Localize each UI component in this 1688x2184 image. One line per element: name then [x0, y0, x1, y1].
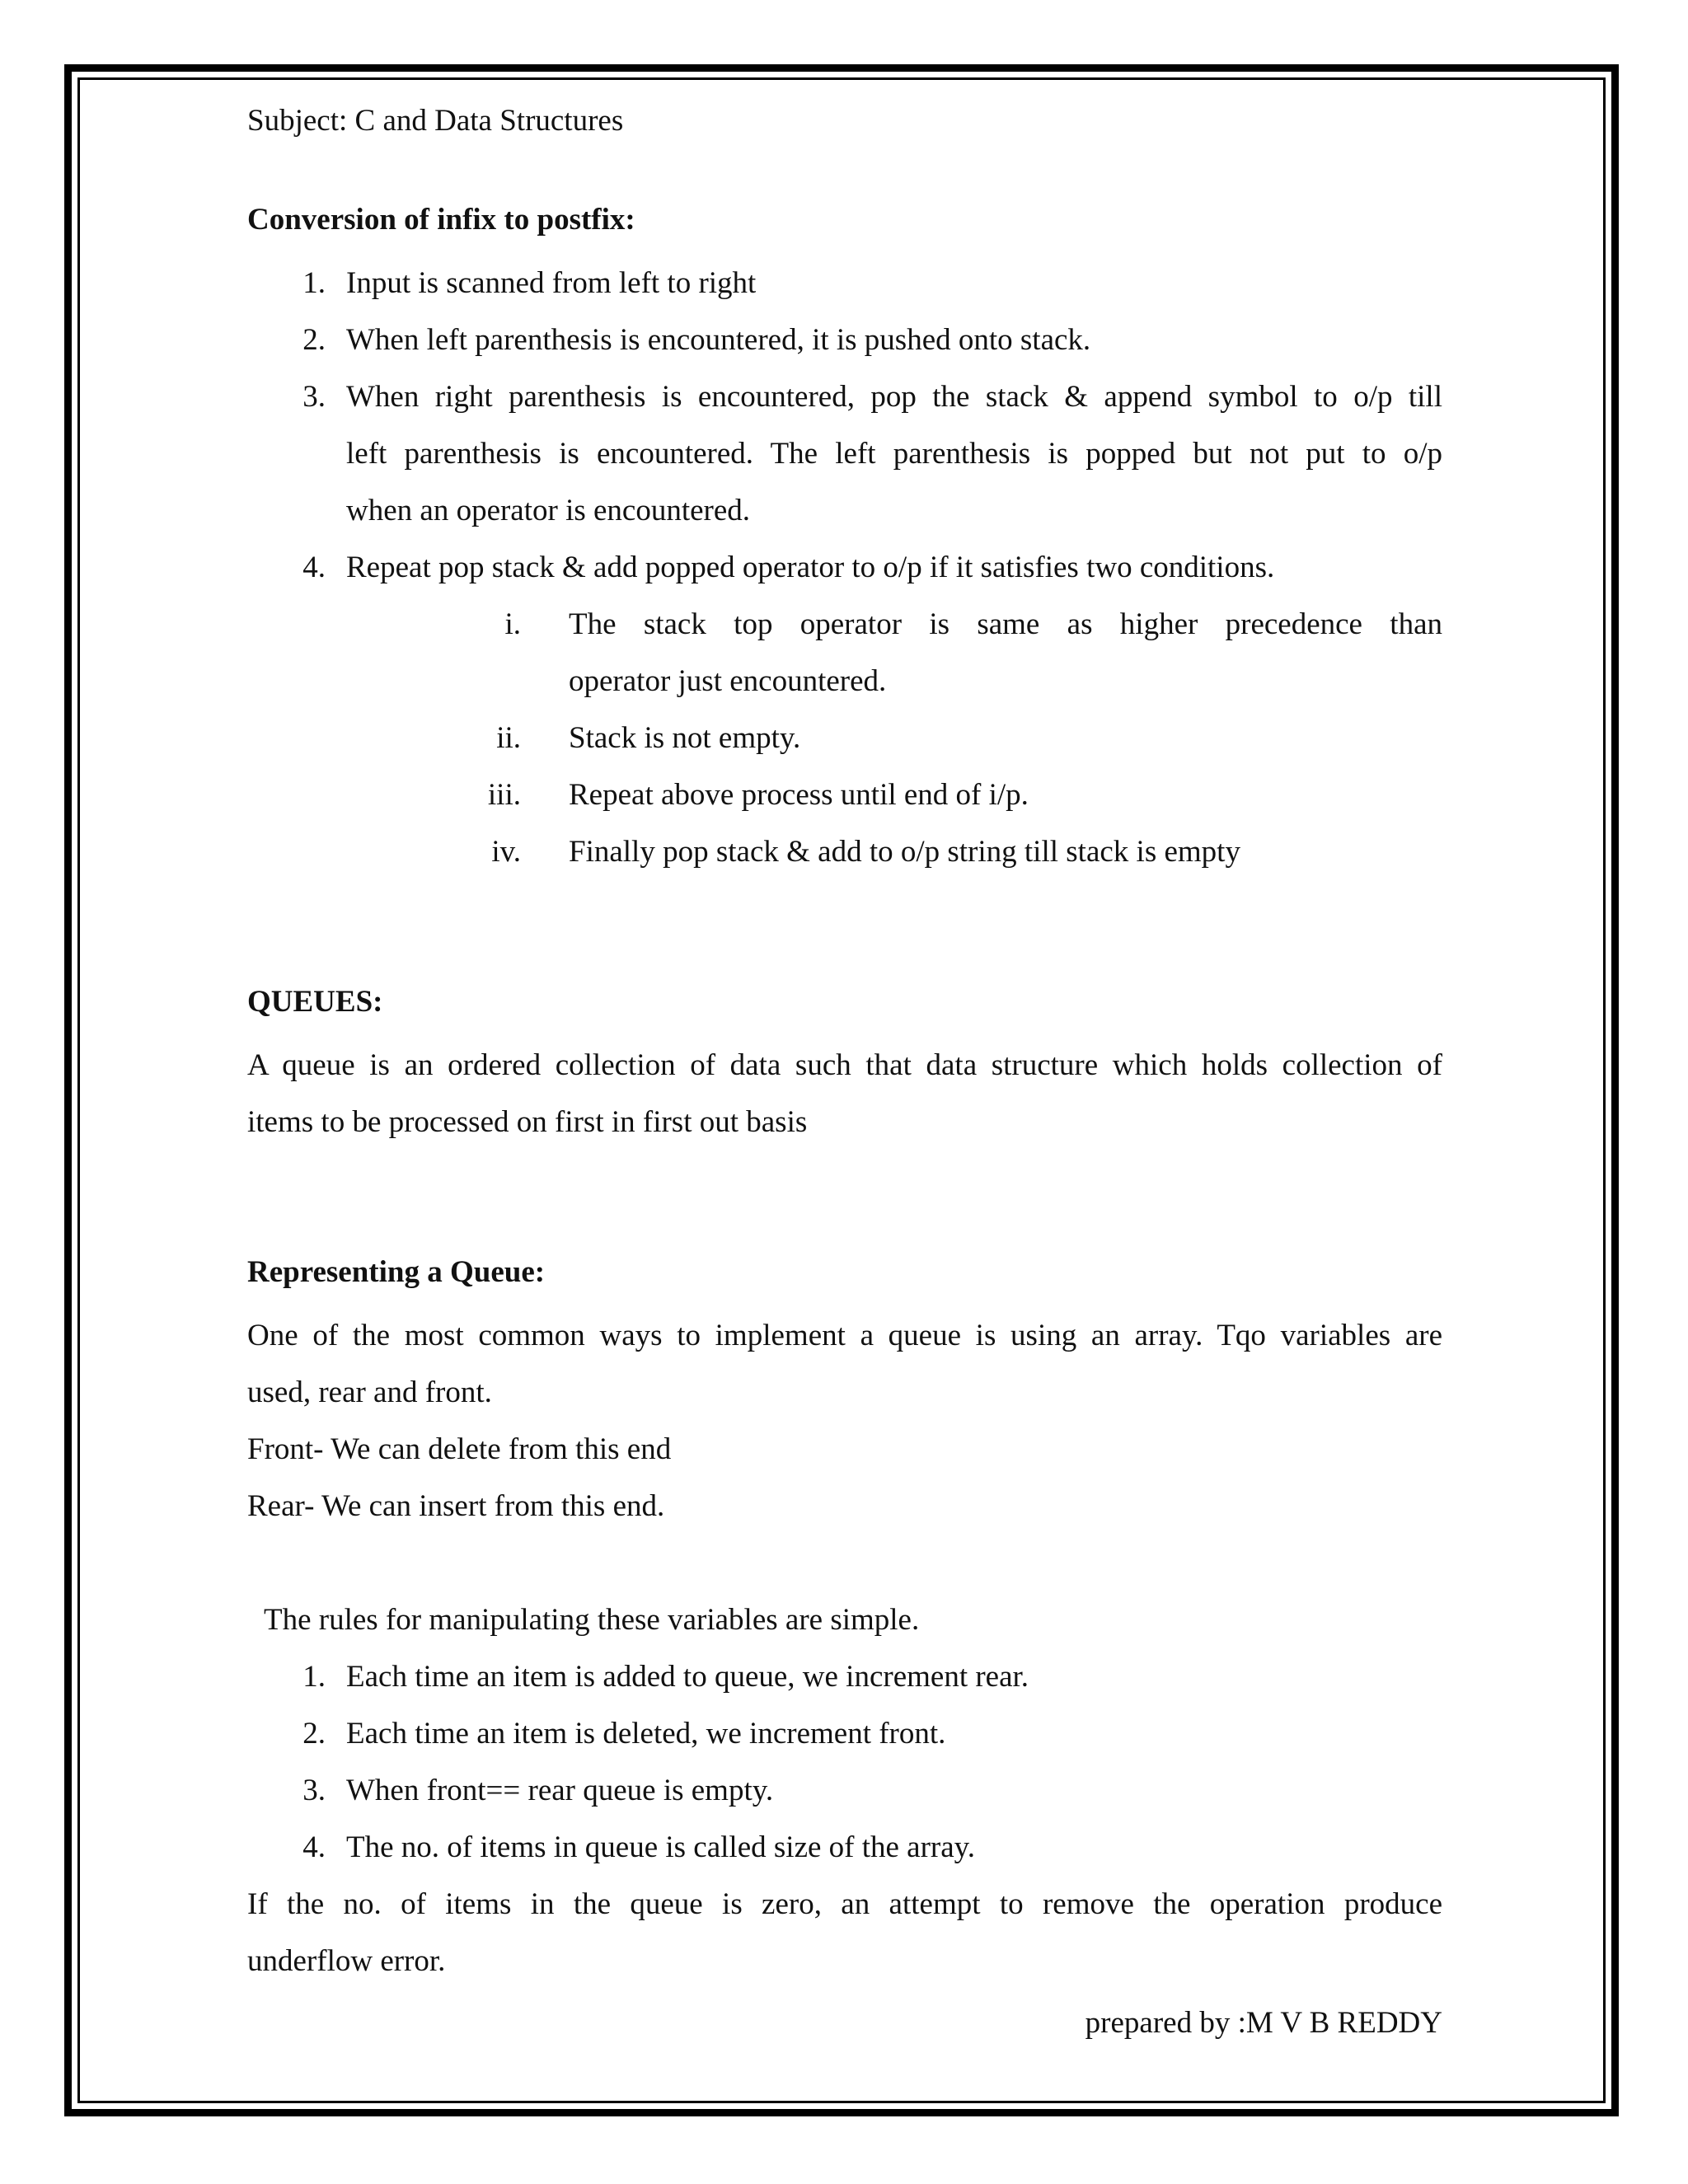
closing-paragraph: [247, 1876, 1442, 1990]
list-text: The stack top operator is same as higher precedence than: [569, 607, 1442, 641]
prepared-by-footer: prepared by :M V B REDDY: [1085, 2006, 1442, 2040]
list-text: operator just encountered.: [569, 664, 887, 698]
list-number: ii.: [496, 721, 521, 755]
list-text: Each time an item is added to queue, we increment rear.: [346, 1660, 1029, 1694]
list-number: 1.: [302, 1660, 326, 1694]
list-text: Each time an item is deleted, we increment front.: [346, 1717, 946, 1750]
list-number: i.: [504, 607, 521, 641]
list-text: When left parenthesis is encountered, it is pushed onto stack.: [346, 323, 1091, 357]
list-number: 4.: [302, 551, 326, 584]
paragraph-line: One of the most common ways to implement a queue is using an array. Tqo variables are: [247, 1319, 1442, 1352]
queues-paragraph: [247, 1037, 1442, 1151]
list-text: Input is scanned from left to right: [346, 266, 757, 300]
list-number: 4.: [302, 1830, 326, 1864]
list-number: 3.: [302, 1774, 326, 1807]
front-definition: Front- We can delete from this end: [247, 1432, 672, 1466]
subject-line: Subject: C and Data Structures: [247, 104, 624, 138]
list-text: left parenthesis is encountered. The left parenthesis is popped but not put to o/p: [346, 437, 1442, 471]
list-text: Repeat pop stack & add popped operator to o/p if it satisfies two conditions.: [346, 551, 1275, 584]
paragraph-line: If the no. of items in the queue is zero, an attempt to remove the operation produce: [247, 1887, 1442, 1921]
paragraph-line: A queue is an ordered collection of data such that data structure which holds collection of: [247, 1048, 1442, 1082]
rules-intro: The rules for manipulating these variables are simple.: [264, 1603, 920, 1637]
paragraph-line: items to be processed on first in first out basis: [247, 1105, 808, 1139]
list-text: The no. of items in queue is called size of the array.: [346, 1830, 976, 1864]
list-text: Finally pop stack & add to o/p string till stack is empty: [569, 835, 1240, 869]
list-text: Repeat above process until end of i/p.: [569, 778, 1029, 812]
list-number: iv.: [491, 835, 521, 869]
list-number: 2.: [302, 323, 326, 357]
list-text: when an operator is encountered.: [346, 494, 751, 527]
list-text: When right parenthesis is encountered, pop the stack & append symbol to o/p till: [346, 380, 1442, 414]
heading-queues: QUEUES:: [247, 985, 383, 1019]
list-number: 1.: [302, 266, 326, 300]
list-text: Stack is not empty.: [569, 721, 801, 755]
representing-paragraph: [247, 1307, 1442, 1535]
list-number: 3.: [302, 380, 326, 414]
heading-representing-queue: Representing a Queue:: [247, 1255, 546, 1289]
heading-infix-postfix: Conversion of infix to postfix:: [247, 203, 635, 237]
paragraph-line: used, rear and front.: [247, 1376, 492, 1409]
paragraph-line: underflow error.: [247, 1944, 446, 1978]
list-number: 2.: [302, 1717, 326, 1750]
list-number: iii.: [487, 778, 521, 812]
list-text: When front== rear queue is empty.: [346, 1774, 774, 1807]
rear-definition: Rear- We can insert from this end.: [247, 1489, 665, 1523]
